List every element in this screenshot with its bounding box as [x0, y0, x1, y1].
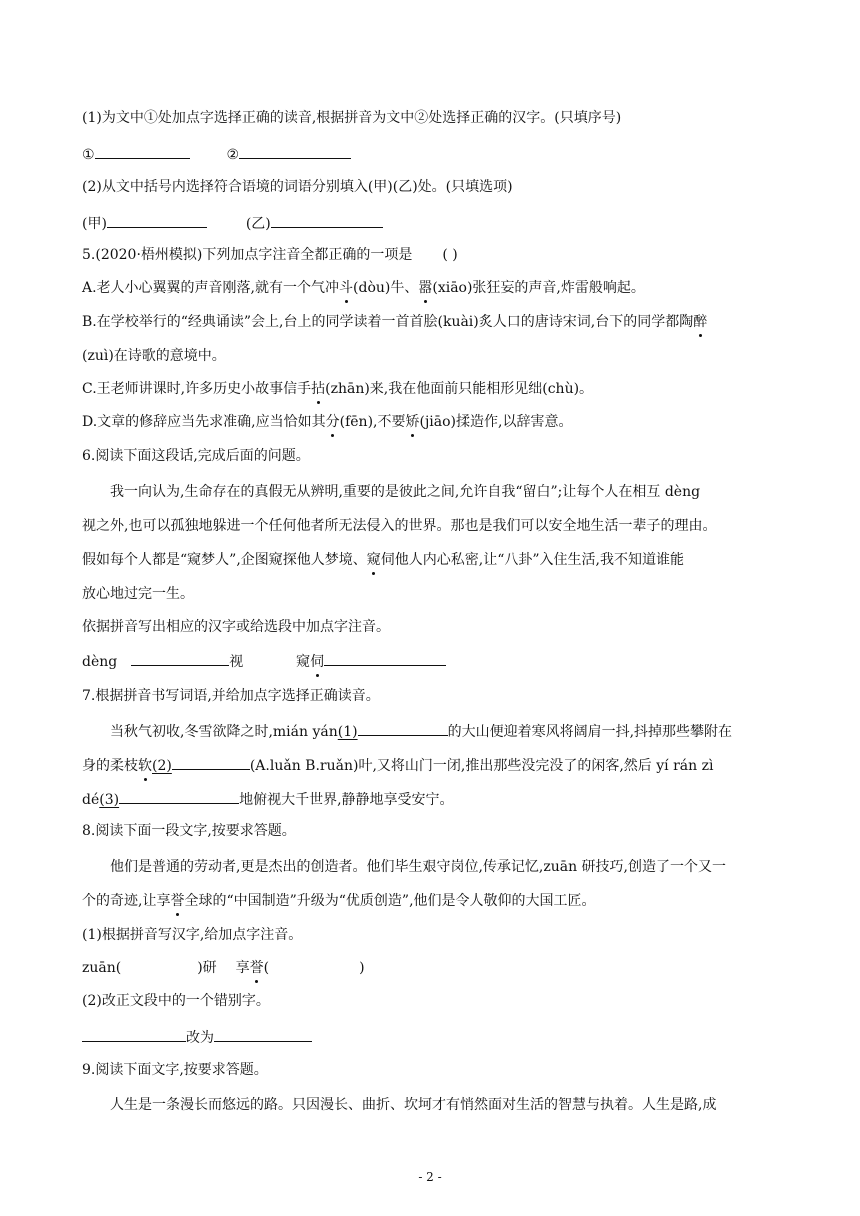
q8-part2-text: (2)改正文段中的一个错别字。 [82, 993, 270, 1009]
q5-stem: 5.(2020·梧州模拟)下列加点字注音全都正确的一项是 ( ) [82, 247, 458, 263]
q7-passage-line-3: dé(3) 地俯视大千世界,静静地享受安宁。 [82, 788, 782, 810]
q8-passage-line-1: 他们是普通的劳动者,更是杰出的创造者。他们毕生艰守岗位,传承记忆,zuān 研技巧,创造了一个又一 [110, 859, 727, 875]
q4-part1-text: (1)为文中①处加点字选择正确的读音,根据拼音为文中②处选择正确的汉字。(只填序号) [82, 110, 622, 126]
q5-option-c[interactable]: C.王老师讲课时,许多历史小故事信手拈(zhān)来,我在他面前只能相形见绌(chù)。 [82, 381, 594, 397]
answer-blank-yi[interactable] [271, 212, 383, 228]
q8-part2-answers: 改为 [82, 1026, 782, 1048]
q8-part1-text: (1)根据拼音写汉字,给加点字注音。 [82, 927, 303, 943]
q5-option-b-cont: (zuì)在诗歌的意境中。 [82, 348, 226, 364]
q7-stem: 7.根据拼音书写词语,并给加点字选择正确读音。 [82, 688, 380, 704]
q6-passage-line-1: 我一向认为,生命存在的真假无从辨明,重要的是彼此之间,允许自我“留白”;让每个人在相互 dèng [110, 484, 701, 500]
answer-blank-7-1[interactable] [358, 720, 448, 736]
answer-blank-wrong-char[interactable] [82, 1026, 186, 1042]
q4-part2-answers: (甲) (乙) [82, 212, 782, 234]
answer-blank-7-2[interactable] [172, 754, 250, 770]
answer-blank-2[interactable] [239, 143, 351, 159]
q6-passage-line-2: 视之外,也可以孤独地躲进一个任何他者所无法侵入的世界。那也是我们可以安全地生活一辈子的理由。 [82, 518, 717, 534]
q4-part1-answers: ① ② [82, 143, 782, 165]
q5-option-b[interactable]: B.在学校举行的“经典诵读”会上,台上的同学读着一首首脍(kuài)炙人口的唐诗宋词,台下的同学都陶醉 [82, 314, 708, 330]
q6-stem: 6.阅读下面这段话,完成后面的问题。 [82, 448, 310, 464]
answer-blank-7-3[interactable] [119, 788, 239, 804]
answer-blank-jia[interactable] [107, 212, 207, 228]
answer-paren[interactable]: ( ) [442, 247, 458, 263]
answer-blank-1[interactable] [95, 143, 190, 159]
q9-stem: 9.阅读下面文字,按要求答题。 [82, 1062, 268, 1078]
q4-part2-text: (2)从文中括号内选择符合语境的词语分别填入(甲)(乙)处。(只填选项) [82, 179, 513, 195]
q6-answers: dèng 视 窥伺 [82, 650, 782, 672]
q9-passage-line-1: 人生是一条漫长而悠远的路。只因漫长、曲折、坎坷才有悄然面对生活的智慧与执着。人生是路,成 [110, 1097, 717, 1113]
answer-blank-deng[interactable] [131, 650, 229, 666]
q5-option-d[interactable]: D.文章的修辞应当先求准确,应当恰如其分(fēn),不要矫(jiāo)揉造作,以辞害意。 [82, 414, 573, 430]
answer-blank-si[interactable] [324, 650, 446, 666]
q8-passage-line-2: 个的奇迹,让享誉全球的“中国制造”升级为“优质创造”,他们是令人敬仰的大国工匠。 [82, 893, 596, 909]
q8-stem: 8.阅读下面一段文字,按要求答题。 [82, 823, 296, 839]
answer-blank-correct-char[interactable] [214, 1026, 312, 1042]
q7-passage-line-2: 身的柔枝软(2) (A.luǎn B.ruǎn)叶,又将山门一闭,推出那些没完没了的闲客,然后 yí rán zì [82, 754, 782, 776]
q7-passage-line-1: 当秋气初收,冬雪欲降之时,mián yán(1) 的大山便迎着寒风将阔肩一抖,抖掉那些攀附在 [110, 720, 782, 742]
q6-passage-line-4: 放心地过完一生。 [82, 586, 194, 602]
q6-instruction: 依据拼音写出相应的汉字或给选段中加点字注音。 [82, 619, 390, 635]
page-number: - 2 - [418, 1170, 442, 1184]
q6-passage-line-3: 假如每个人都是“窥梦人”,企图窥探他人梦境、窥伺他人内心私密,让“八卦”入住生活,我不知道谁能 [82, 552, 684, 568]
q5-option-a[interactable]: A.老人小心翼翼的声音刚落,就有一个气冲斗(dòu)牛、嚣(xiāo)张狂妄的声音,炸雷般响起。 [82, 280, 645, 296]
q8-part1-answers: zuān( )研 享誉( ) [82, 960, 365, 976]
